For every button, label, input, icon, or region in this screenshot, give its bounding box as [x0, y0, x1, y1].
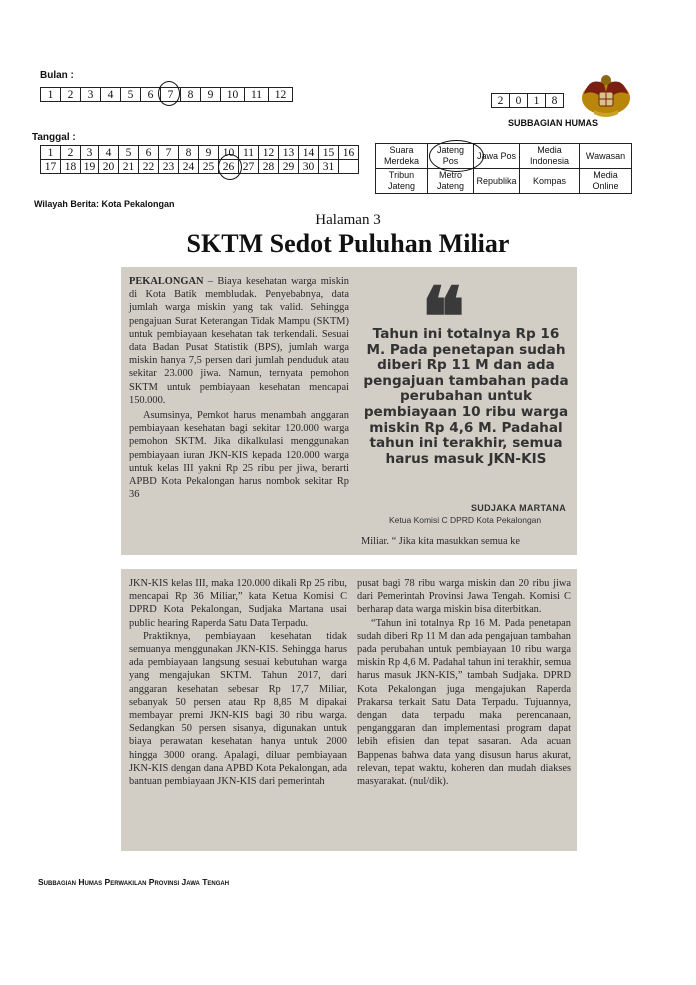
month-cell: 2: [61, 88, 81, 102]
year-digit-cell: 0: [510, 94, 528, 108]
day-cell: 20: [99, 160, 119, 174]
day-cell: 15: [319, 146, 339, 160]
media-cell: Suara Merdeka: [376, 144, 428, 169]
pull-quote: Tahun ini totalnya Rp 16 M. Pada penetapan sudah diberi Rp 11 M dan ada pengajuan tambahan pada perubahan untuk pembiayaan 10 ribu warga miskin Rp 4,6 M. Padahal tahun ini terakhir, semua harus masuk JKN-KIS: [363, 326, 569, 467]
subbagian-humas-label: SUBBAGIAN HUMAS: [508, 118, 598, 128]
quote-author-role: Ketua Komisi C DPRD Kota Pekalongan: [389, 515, 542, 525]
month-cell: 8: [181, 88, 201, 102]
day-grid: [40, 145, 359, 174]
media-cell: Wawasan: [580, 144, 632, 169]
dateline: PEKALONGAN: [129, 276, 204, 287]
day-cell: 4: [99, 146, 119, 160]
article-column-2: [129, 577, 347, 788]
paragraph-4: Praktiknya, pembiayaan kesehatan tidak semuanya menggunakan JKN-KIS. Sehingga harus ada pembiayaan langsung sesuai kebutuhan warga yang mengajukan SKTM. Tahun 2017, dari anggaran kesehatan sebesar Rp 17,7 Miliar, sebanyak 50 persen atau Rp 8,85 M dipakai membayar premi JKN-KIS bagi 30 ribu warga. Sedangkan 50 persen sisanya, digunakan untuk biaya perawatan kesehatan hanya untuk 2000 hingga 3000 orang. Apalagi, diluar pembiayaan JKN-KIS dengan dana APBD Kota Pekalongan, ada bantuan pembiayaan JKN-KIS dari pemerintah: [129, 630, 347, 788]
day-cell: 14: [299, 146, 319, 160]
article-column-3: [357, 577, 571, 788]
media-cell: Metro Jateng: [428, 169, 474, 194]
day-cell: 25: [199, 160, 219, 174]
paragraph-5: pusat bagi 78 ribu warga miskin dan 20 ribu jiwa dari Pemerintah Provinsi Jawa Tengah. Komisi C berharap data warga miskin bisa diterbitkan.: [357, 578, 571, 616]
month-cell: 7: [161, 88, 181, 102]
day-cell: 3: [81, 146, 99, 160]
day-cell: 9: [199, 146, 219, 160]
month-cell: 3: [81, 88, 101, 102]
month-cell: 9: [201, 88, 221, 102]
day-cell: 21: [119, 160, 139, 174]
month-cell: 5: [121, 88, 141, 102]
garuda-emblem-icon: [580, 70, 632, 120]
media-cell: Tribun Jateng: [376, 169, 428, 194]
day-cell: [339, 160, 359, 174]
day-cell: 11: [239, 146, 259, 160]
day-cell: 22: [139, 160, 159, 174]
media-cell: Media Online: [580, 169, 632, 194]
media-cell: Jateng Pos: [428, 144, 474, 169]
day-cell: 23: [159, 160, 179, 174]
media-cell: Jawa Pos: [474, 144, 520, 169]
media-cell: Media Indonesia: [520, 144, 580, 169]
month-cell: 10: [221, 88, 245, 102]
bulan-label: Bulan :: [40, 70, 74, 81]
footer-label: Subbagian Humas Perwakilan Provinsi Jawa Tengah: [38, 877, 230, 887]
clipping-lower: [121, 569, 577, 851]
tanggal-label: Tanggal :: [32, 132, 76, 143]
day-cell: 26: [219, 160, 239, 174]
day-cell: 31: [319, 160, 339, 174]
clipping-upper: [121, 267, 577, 555]
month-cell: 11: [245, 88, 269, 102]
page-number: Halaman 3: [315, 212, 381, 228]
month-grid: [40, 87, 293, 102]
month-cell: 4: [101, 88, 121, 102]
day-cell: 6: [139, 146, 159, 160]
continuation-line: Miliar. “ Jika kita masukkan semua ke: [361, 536, 520, 547]
year-box: [491, 93, 564, 108]
day-cell: 2: [61, 146, 81, 160]
day-cell: 12: [259, 146, 279, 160]
article-column-1: [129, 275, 349, 501]
article-title: SKTM Sedot Puluhan Miliar: [186, 229, 510, 258]
month-cell: 1: [41, 88, 61, 102]
year-digit-cell: 8: [546, 94, 564, 108]
day-cell: 13: [279, 146, 299, 160]
day-cell: 18: [61, 160, 81, 174]
media-table: [375, 143, 632, 194]
day-cell: 10: [219, 146, 239, 160]
quote-author-name: SUDJAKA MARTANA: [471, 503, 566, 513]
quote-mark-icon: ❝: [421, 270, 460, 366]
year-digit-cell: 2: [492, 94, 510, 108]
day-cell: 24: [179, 160, 199, 174]
day-cell: 7: [159, 146, 179, 160]
year-digit-cell: 1: [528, 94, 546, 108]
day-cell: 8: [179, 146, 199, 160]
day-cell: 1: [41, 146, 61, 160]
paragraph-6: “Tahun ini totalnya Rp 16 M. Pada penetapan sudah diberi Rp 11 M dan ada pengajuan tambahan pada perubahan untuk pembiayaan 10 ribu warga miskin Rp 4,6 M. Padahal tahun ini terakhir, semua harus masuk JKN-KIS,” tambah Sudjaka. DPRD Kota Pekalongan juga mengajukan Raperda Prakarsa terkait Satu Data Terpadu. Tujuannya, dengan data terpadu maka perencanaan, penganggaran dan implementasi program dapat lebih efisien dan tepat sasaran. Ada acuan Bappenas bahwa data yang disusun harus akurat, relevan, tepat waktu, koheren dan mudah diakses masyarakat. (nul/dik).: [357, 617, 572, 788]
wilayah-berita: Wilayah Berita: Kota Pekalongan: [34, 199, 175, 209]
day-cell: 19: [81, 160, 99, 174]
paragraph-1: – Biaya kesehatan warga miskin di Kota Batik membludak. Penyebabnya, data jumlah warga miskin yang tak valid. Sehingga pengajuan Surat Keterangan Tidak Mampu (SKTM) untuk pembiayaan kesehatan tak terkendali. Sesuai data Badan Pusat Statistik (BPS), jumlah warga miskin hanya 7,5 persen dari jumlah penduduk atau sekitar 23.000 jiwa. Namun, ternyata pemohon SKTM untuk pembiayaan kesehatan mencapai 150.000.: [129, 276, 349, 406]
day-cell: 17: [41, 160, 61, 174]
media-cell: Kompas: [520, 169, 580, 194]
day-cell: 16: [339, 146, 359, 160]
day-cell: 27: [239, 160, 259, 174]
paragraph-3: JKN-KIS kelas III, maka 120.000 dikali Rp 25 ribu, mencapai Rp 36 Miliar,” kata Ketua Komisi C DPRD Kota Pekalongan, Sudjaka Martana usai public hearing Raperda Satu Data Terpadu.: [129, 578, 347, 629]
media-cell: Republika: [474, 169, 520, 194]
month-cell: 12: [269, 88, 293, 102]
day-cell: 5: [119, 146, 139, 160]
day-cell: 30: [299, 160, 319, 174]
day-cell: 28: [259, 160, 279, 174]
day-cell: 29: [279, 160, 299, 174]
month-cell: 6: [141, 88, 161, 102]
paragraph-2: Asumsinya, Pemkot harus menambah anggaran pembiayaan kesehatan bagi sekitar 120.000 warga pemohon SKTM. Jika dikalkulasi menggunakan pembiayaan iuran JKN-KIS kepada 120.000 warga untuk kelas III yakni Rp 25 ribu per jiwa, berarti APBD Kota Pekalongan harus nombok sekitar Rp 36: [129, 410, 349, 501]
